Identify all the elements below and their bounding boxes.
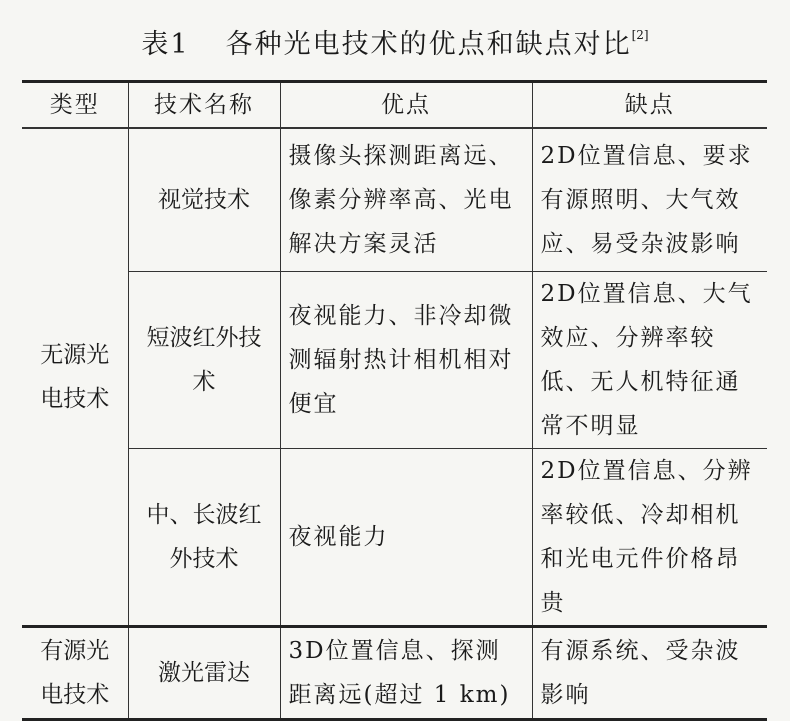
advantages-cell: 3D位置信息、探测距离远(超过 1 km) <box>280 626 532 719</box>
tech-name-cell: 短波红外技术 <box>128 271 280 448</box>
tech-name-cell: 中、长波红外技术 <box>128 448 280 626</box>
type-cell-active: 有源光电技术 <box>22 626 128 719</box>
table-row <box>22 448 767 626</box>
header-row <box>22 82 767 129</box>
advantages-cell: 夜视能力、非冷却微测辐射热计相机相对便宜 <box>280 271 532 448</box>
header-disadvantages: 缺点 <box>532 82 767 129</box>
type-cell-passive: 无源光电技术 <box>22 128 128 626</box>
table-caption <box>0 22 790 61</box>
advantages-cell: 夜视能力 <box>280 448 532 626</box>
table-row <box>22 626 767 719</box>
tech-name-cell: 激光雷达 <box>128 626 280 719</box>
header-advantages: 优点 <box>280 82 532 129</box>
table-title: 各种光电技术的优点和缺点对比 <box>225 29 632 60</box>
table-row <box>22 271 767 448</box>
table-number: 表1 <box>141 29 190 60</box>
tech-name-cell: 视觉技术 <box>128 128 280 271</box>
disadvantages-cell: 有源系统、受杂波影响 <box>532 626 767 719</box>
header-type: 类型 <box>22 82 128 129</box>
advantages-cell: 摄像头探测距离远、像素分辨率高、光电解决方案灵活 <box>280 128 532 271</box>
disadvantages-cell: 2D位置信息、要求有源照明、大气效应、易受杂波影响 <box>532 128 767 271</box>
header-tech-name: 技术名称 <box>128 82 280 129</box>
disadvantages-cell: 2D位置信息、分辨率较低、冷却相机和光电元件价格昂贵 <box>532 448 767 626</box>
disadvantages-cell: 2D位置信息、大气效应、分辨率较低、无人机特征通常不明显 <box>532 271 767 448</box>
reference-mark: [2] <box>631 28 649 42</box>
table-row <box>22 128 767 271</box>
comparison-table <box>22 80 767 721</box>
